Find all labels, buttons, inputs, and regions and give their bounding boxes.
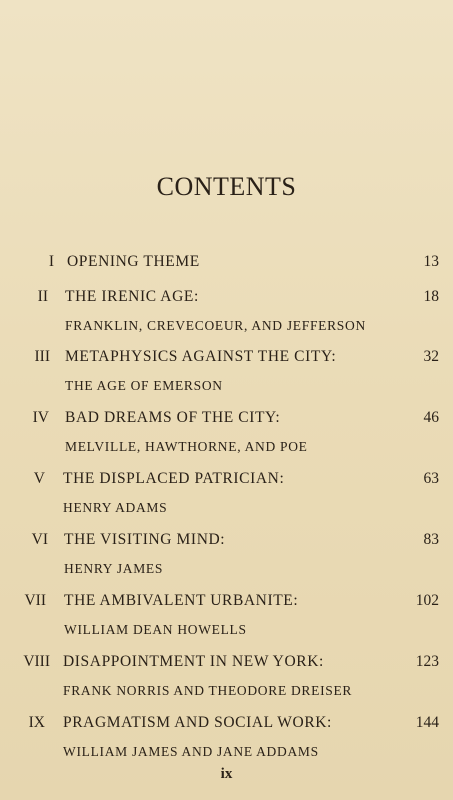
chapter-page-number: 144 <box>415 714 439 731</box>
chapter-heading: OPENING THEME <box>67 253 200 270</box>
chapter-numeral: IV <box>32 409 49 426</box>
chapter-page-number: 123 <box>415 653 439 670</box>
chapter-subtitle: WILLIAM DEAN HOWELLS <box>64 622 247 637</box>
chapter-subtitle: HENRY ADAMS <box>63 500 168 515</box>
chapter-heading: DISAPPOINTMENT IN NEW YORK: <box>63 653 324 670</box>
chapter-page-number: 63 <box>423 470 439 487</box>
chapter-page-number: 13 <box>423 253 439 270</box>
chapter-heading: METAPHYSICS AGAINST THE CITY: <box>65 348 337 365</box>
chapter-subtitle: THE AGE OF EMERSON <box>65 378 223 393</box>
chapter-numeral: I <box>48 253 54 270</box>
chapter-page-number: 83 <box>423 531 439 548</box>
chapter-subtitle: FRANK NORRIS AND THEODORE DREISER <box>63 683 353 698</box>
chapter-numeral: IX <box>28 714 45 731</box>
chapter-heading: THE DISPLACED PATRICIAN: <box>63 470 285 487</box>
chapter-heading: THE AMBIVALENT URBANITE: <box>64 592 299 609</box>
chapter-heading: BAD DREAMS OF THE CITY: <box>65 409 281 426</box>
page-title: CONTENTS <box>156 172 297 201</box>
chapter-numeral: III <box>34 348 50 365</box>
chapter-heading: PRAGMATISM AND SOCIAL WORK: <box>63 714 332 731</box>
chapter-numeral: VIII <box>23 653 50 670</box>
chapter-heading: THE IRENIC AGE: <box>65 288 199 305</box>
chapter-numeral: VII <box>24 592 46 609</box>
chapter-subtitle: FRANKLIN, CREVECOEUR, AND JEFFERSON <box>65 318 366 333</box>
chapter-page-number: 32 <box>423 348 439 365</box>
chapter-subtitle: WILLIAM JAMES AND JANE ADDAMS <box>63 744 319 759</box>
chapter-heading: THE VISITING MIND: <box>64 531 226 548</box>
chapter-subtitle: HENRY JAMES <box>64 561 164 576</box>
chapter-subtitle: MELVILLE, HAWTHORNE, AND POE <box>65 439 308 454</box>
chapter-page-number: 102 <box>415 592 439 609</box>
chapter-page-number: 18 <box>423 288 439 305</box>
chapter-numeral: II <box>37 288 48 305</box>
page-folio: ix <box>220 766 233 782</box>
chapter-page-number: 46 <box>423 409 439 426</box>
chapter-numeral: V <box>33 470 45 487</box>
chapter-numeral: VI <box>31 531 48 548</box>
